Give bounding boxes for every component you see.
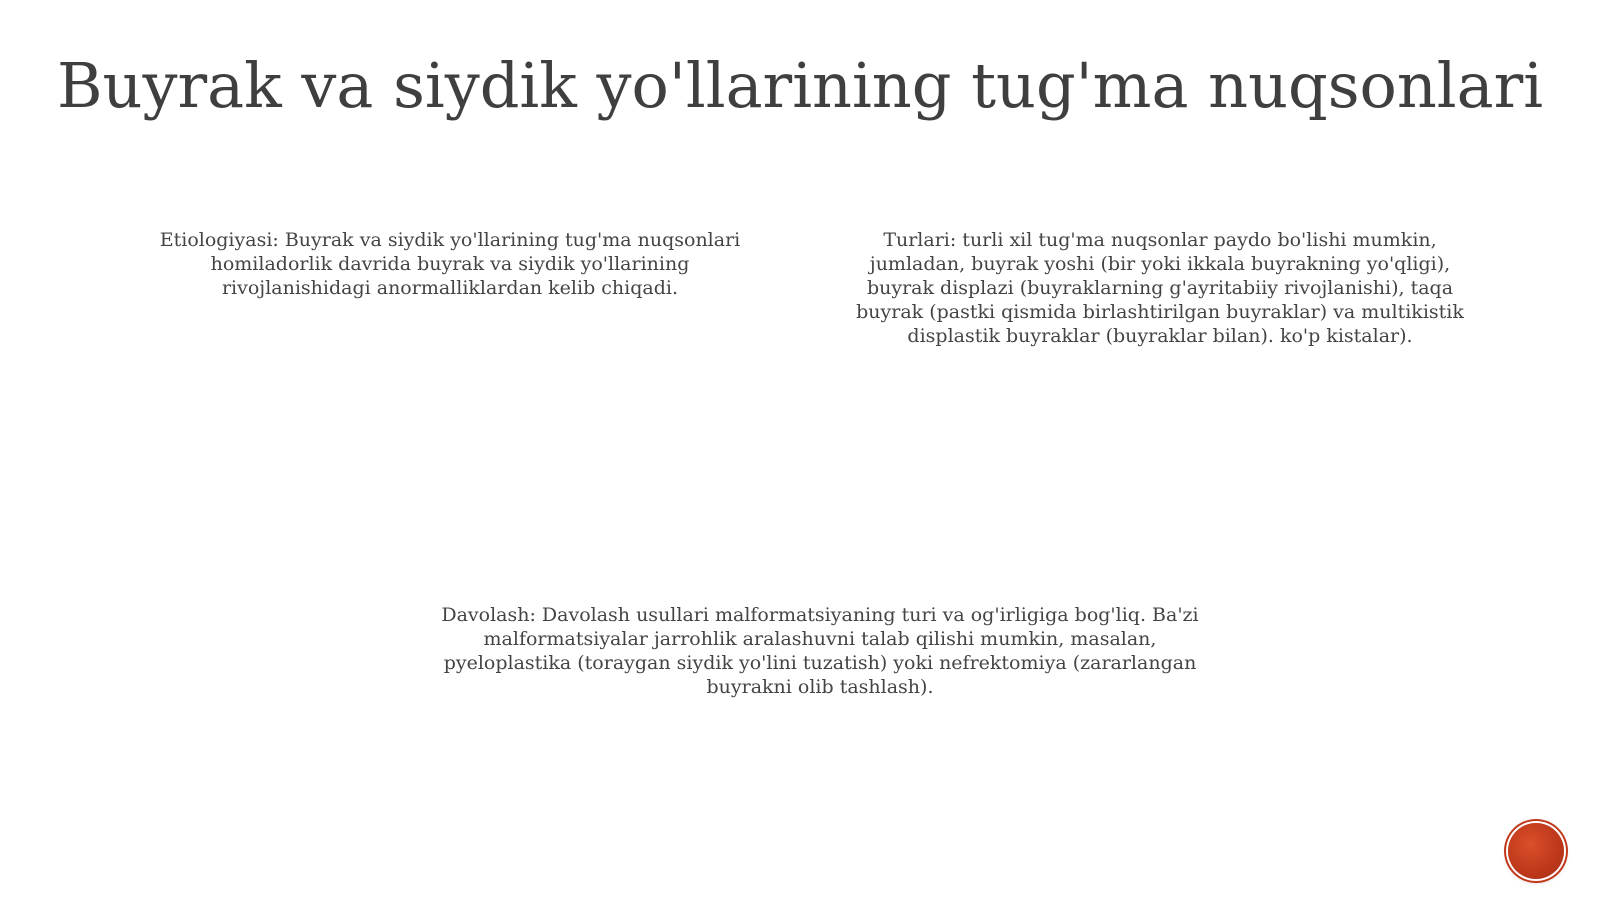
treatment-text: Davolash: Davolash usullari malformatsiyaning turi va og'irligiga bog'liq. Ba'zi malformatsiyalar jarrohlik aralashuvni talab qilishi mumkin, masalan, pyeloplastika (toraygan siydik yo'lini tuzatish) yoki nefrektomiya (zararlangan buyrakni olib tashlash). — [441, 604, 1199, 698]
etiology-text: Etiologiyasi: Buyrak va siydik yo'llarining tug'ma nuqsonlari homiladorlik davrida buyrak va siydik yo'llarining rivojlanishidagi anormalliklardan kelib chiqadi. — [159, 229, 741, 299]
slide-title: Buyrak va siydik yo'llarining tug'ma nuqsonlari — [56, 49, 1544, 122]
types-text: Turlari: turli xil tug'ma nuqsonlar paydo bo'lishi mumkin, jumladan, buyrak yoshi (bir yoki ikkala buyrakning yo'qligi), buyrak displazi (buyraklarning g'ayritabiiy rivojlanishi), taqa buyrak (pastki qismida birlashtirilgan buyraklar) va multikistik displastik buyraklar (buyraklar bilan). ko'p kistalar). — [856, 229, 1464, 347]
navigation-dot-button[interactable] — [1508, 823, 1564, 879]
